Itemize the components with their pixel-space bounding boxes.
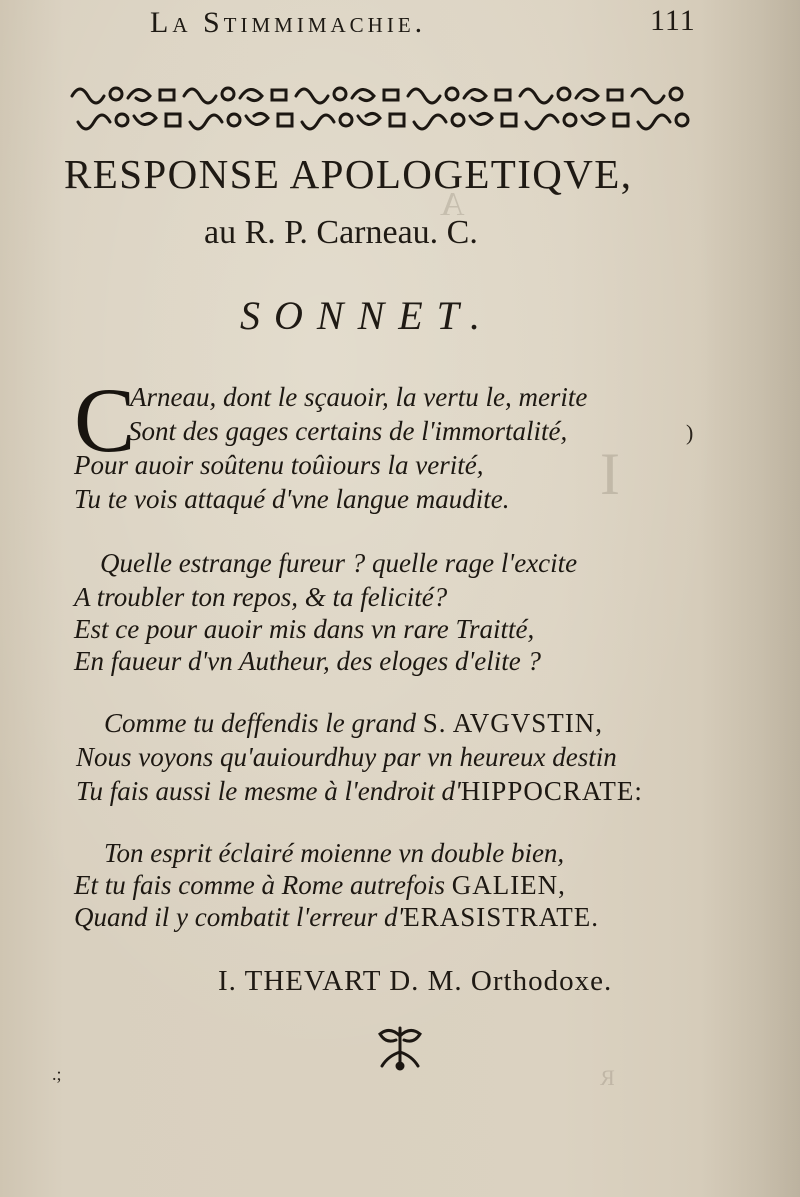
sonnet-line: Nous voyons qu'auiourdhuy par vn heureux destin xyxy=(76,742,617,772)
sonnet-line: Pour auoir soûtenu toûiours la verité, xyxy=(74,450,484,480)
drop-cap: C xyxy=(74,369,136,471)
heading-subtitle: au R. P. Carneau. C. xyxy=(204,214,478,251)
show-through-text: I xyxy=(600,441,620,507)
sonnet-line: En faueur d'vn Autheur, des eloges d'elite ? xyxy=(74,646,541,676)
sonnet-line: A troubler ton repos, & ta felicité? xyxy=(74,582,448,612)
author-signature: I. THEVART D. M. Orthodoxe. xyxy=(218,965,613,997)
proper-name: S. AVGVSTIN, xyxy=(422,708,604,738)
running-title: La Stimmimachie. xyxy=(150,6,427,39)
show-through-text: R xyxy=(600,1065,615,1090)
proper-name: HIPPOCRATE: xyxy=(460,776,643,806)
margin-speck: ) xyxy=(686,420,694,445)
heading-title: RESPONSE APOLOGETIQVE, xyxy=(64,151,633,197)
sonnet-line: Ton esprit éclairé moienne vn double bien, xyxy=(104,838,565,868)
sonnet-line: Et tu fais comme à Rome autrefois GALIEN, xyxy=(74,870,566,900)
show-through-text: A xyxy=(440,186,465,223)
sonnet-line: Tu te vois attaqué d'vne langue maudite. xyxy=(74,484,510,514)
sonnet-line: Sont des gages certains de l'immortalité, xyxy=(128,416,568,446)
heading-genre: SONNET. xyxy=(240,293,494,338)
sonnet-line: Tu fais aussi le mesme à l'endroit d'HIPPOCRATE: xyxy=(76,776,643,806)
sonnet-line: Quand il y combatit l'erreur d'ERASISTRATE. xyxy=(74,902,600,932)
fleuron-ornament xyxy=(372,1022,428,1072)
sonnet-line: Quelle estrange fureur ? quelle rage l'excite xyxy=(100,548,578,578)
margin-speck: .; xyxy=(52,1064,62,1084)
sonnet-line: Comme tu deffendis le grand S. AVGVSTIN, xyxy=(104,708,604,738)
proper-name: GALIEN, xyxy=(451,870,566,900)
sonnet-line: Est ce pour auoir mis dans vn rare Traitté, xyxy=(74,614,535,644)
page-number: 111 xyxy=(650,4,696,37)
sonnet-line: Arneau, dont le sçauoir, la vertu le, merite xyxy=(130,382,588,412)
proper-name: ERASISTRATE. xyxy=(403,902,600,932)
